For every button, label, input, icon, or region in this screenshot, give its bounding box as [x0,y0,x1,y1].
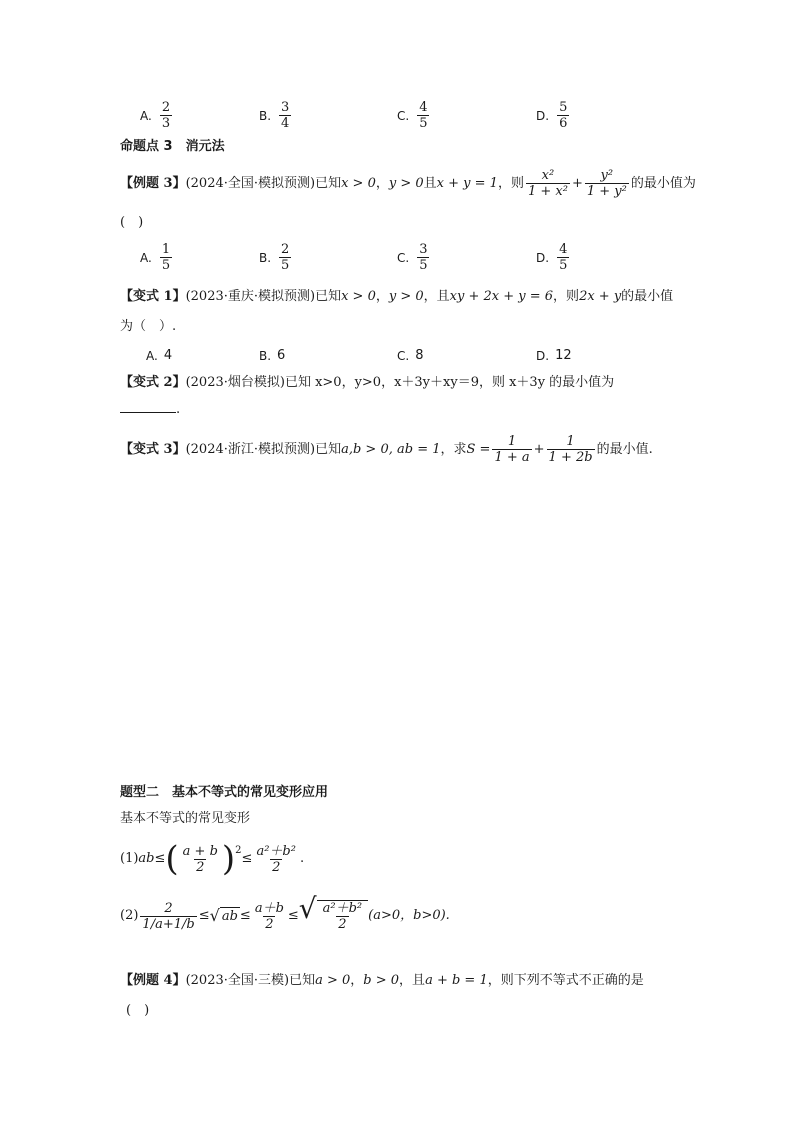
example-4: 【例题 4】 (2023·全国·三模) 已知 a > 0 ， b > 0 ，且 a + b = 1 ，则下列不等式不正确的是 [120,973,644,988]
variant-1: 【变式 1】 (2023·重庆·模拟预测) 已知 x > 0 ， y > 0 ，且 xy + 2x + y = 6 ，则 2x + y 的最小值 [120,289,674,304]
option-a: A. $\frac{2}{3}$ [140,100,171,131]
v1-option-a: A. 4 [146,348,173,363]
type2-title: 题型二 基本不等式的常见变形应用 [120,785,329,800]
fraction-x: $\frac{\text{x²}}{\text{1 + x²}}$ [527,168,568,199]
option-b: B. $\frac{3}{4}$ [259,100,290,131]
answer-paren: ( ) [120,215,144,230]
section-title: 命题点 3 消元法 [120,139,225,154]
ex3-option-c: C. $\frac{3}{5}$ [397,242,428,273]
ex3-option-d: D. $\frac{4}{5}$ [536,242,568,273]
variant-2-blank: . [120,400,180,419]
v1-option-b: B. 6 [259,348,286,363]
type2-subtitle: 基本不等式的常见变形 [120,811,251,826]
formula-2: (2) $\frac{2}{1/a+1/b}$ ≤ √ ab ≤ $\frac{a+b}{2}$ ≤ √ $\frac{\text{a²＋b²}}{2}$ (a>0，b>0). [120,892,450,932]
example-3: 【例题 3】 (2024·全国·模拟预测) 已知 x > 0 ， y > 0 且 x + y = 1 ，则 $\frac{\text{x²}}{\text{1 + x²}}$ + $\frac{\text{y²}}{\text{1 + y²}}$ 的最小值为 [120,168,696,199]
ex4-paren: ( ) [126,1003,150,1018]
option-c: C. $\frac{4}{5}$ [397,100,428,131]
option-d: D. $\frac{5}{6}$ [536,100,568,131]
ex3-option-b: B. $\frac{2}{5}$ [259,242,290,273]
v1-option-c: C. 8 [397,348,424,363]
fraction-y: $\frac{\text{y²}}{\text{1 + y²}}$ [586,168,627,199]
variant-2: 【变式 2】(2023·烟台模拟)已知 x>0，y>0，x＋3y＋xy＝9，则 x＋3y 的最小值为 [120,375,615,390]
variant-3: 【变式 3】 (2024·浙江·模拟预测) 已知 a,b > 0, ab = 1 ，求 S = $\frac{1}{1 + a}$ + $\frac{1}{1 + 2b}$ 的最小值. [120,434,653,465]
v1-option-d: D. 12 [536,348,572,363]
formula-1: (1) ab ≤ ( $\frac{a + b}{2}$ ) 2 ≤ $\frac{\text{a²＋b²}}{2}$ . [120,839,305,879]
ex3-option-a: A. $\frac{1}{5}$ [140,242,171,273]
variant-1-line2: 为（ ）. [120,319,177,334]
